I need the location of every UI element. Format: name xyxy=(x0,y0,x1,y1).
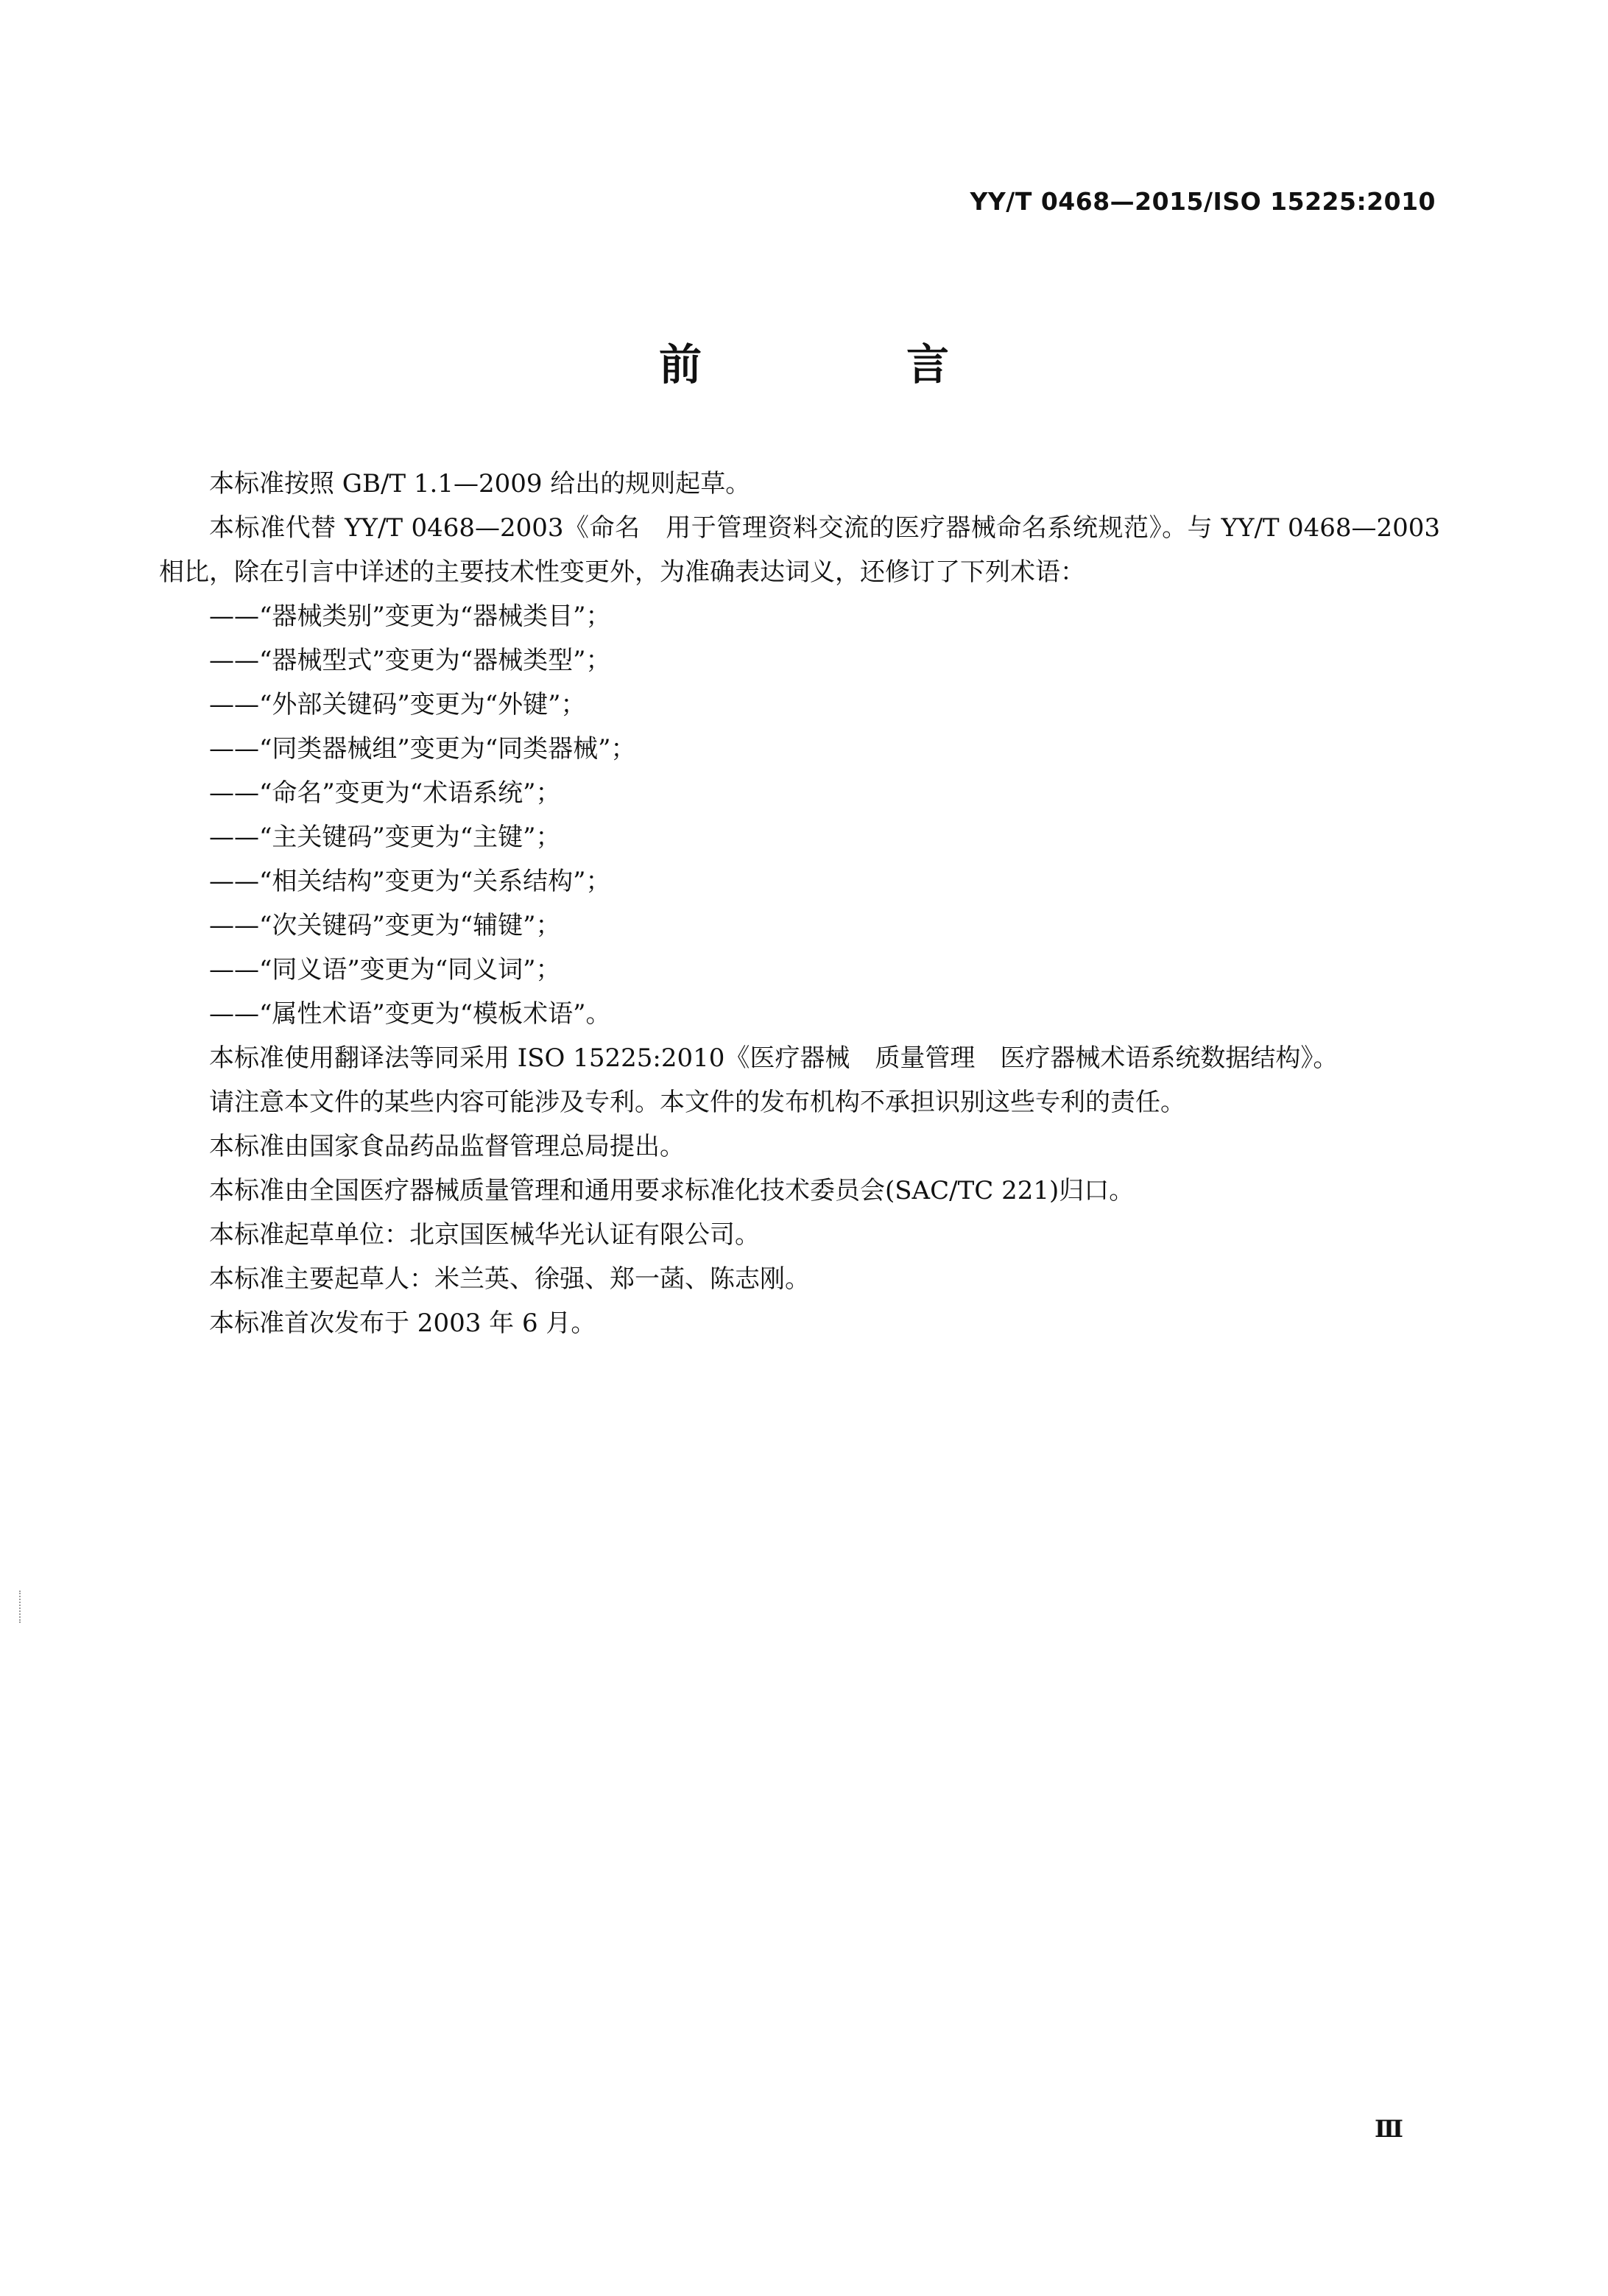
standard-code: YY/T 0468—2015/ISO 15225:2010 xyxy=(970,187,1436,216)
scan-margin-mark xyxy=(19,1591,22,1623)
paragraph-first-published: 本标准首次发布于 2003 年 6 月。 xyxy=(209,1309,596,1338)
term-change-list xyxy=(159,594,1440,1036)
term-change-item: ——“器械型式”变更为“器械类型”； xyxy=(209,646,611,675)
term-change-item: ——“同义语”变更为“同义词”； xyxy=(209,955,561,985)
term-change-item: ——“主关键码”变更为“主键”； xyxy=(209,823,561,852)
term-change-item: ——“外部关键码”变更为“外键”； xyxy=(209,690,586,719)
term-change-item: ——“命名”变更为“术语系统”； xyxy=(209,778,561,808)
paragraph-drafting-unit: 本标准起草单位：北京国医械华光认证有限公司。 xyxy=(209,1220,760,1250)
document-body xyxy=(159,462,1440,1345)
paragraph-drafting-rules: 本标准按照 GB/T 1.1—2009 给出的规则起草。 xyxy=(209,469,751,499)
paragraph-patent-notice: 请注意本文件的某些内容可能涉及专利。本文件的发布机构不承担识别这些专利的责任。 xyxy=(209,1088,1185,1117)
paragraph-proposed-by: 本标准由国家食品药品监督管理总局提出。 xyxy=(209,1132,685,1161)
paragraph-adoption: 本标准使用翻译法等同采用 ISO 15225:2010《医疗器械 质量管理 医疗器械术语系统数据结构》。 xyxy=(209,1043,1339,1073)
page-number: Ⅲ xyxy=(1375,2115,1403,2143)
term-change-item: ——“同类器械组”变更为“同类器械”； xyxy=(209,734,636,764)
term-change-item: ——“次关键码”变更为“辅键”； xyxy=(209,911,561,940)
paragraph-responsible-committee: 本标准由全国医疗器械质量管理和通用要求标准化技术委员会(SAC/TC 221)归口。 xyxy=(209,1176,1135,1205)
paragraph-replacement: 本标准代替 YY/T 0468—2003《命名 用于管理资料交流的医疗器械命名系统规范》。与 YY/T 0468—2003 相比，除在引言中详述的主要技术性变更外，为准确表达词义，还修订了下列术语： xyxy=(159,513,1440,587)
paragraph-drafters: 本标准主要起草人：米兰英、徐强、郑一菡、陈志刚。 xyxy=(209,1264,810,1294)
term-change-item: ——“器械类别”变更为“器械类目”； xyxy=(209,602,611,631)
term-change-item: ——“相关结构”变更为“关系结构”； xyxy=(209,867,611,896)
term-change-item: ——“属性术语”变更为“模板术语”。 xyxy=(209,999,611,1029)
page-title: 前 言 xyxy=(658,339,1030,390)
